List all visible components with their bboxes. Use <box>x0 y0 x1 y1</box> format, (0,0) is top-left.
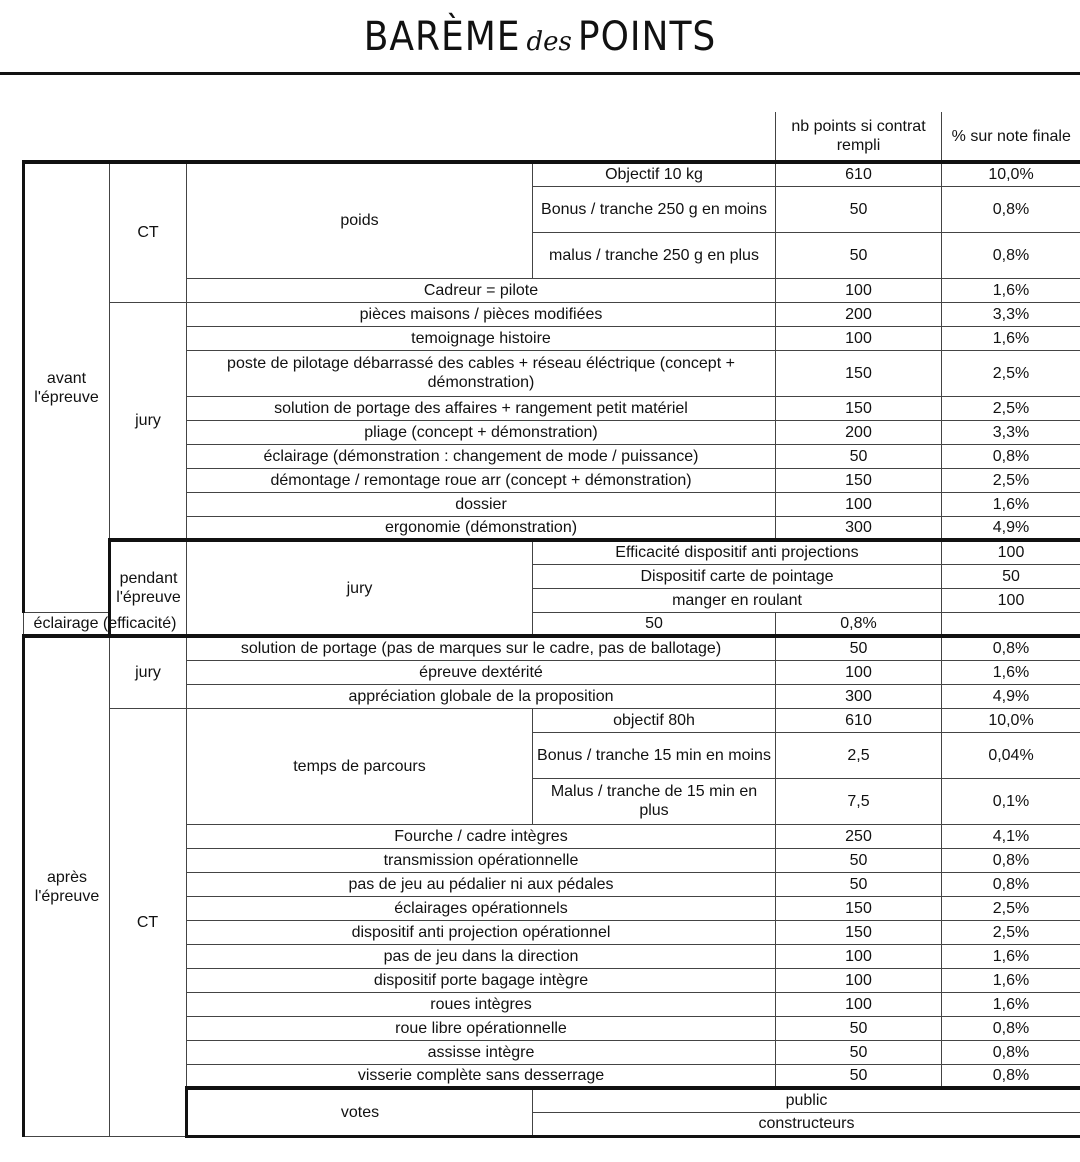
row-percent: 0,8% <box>942 872 1080 896</box>
row-label: temoignage histoire <box>187 326 776 350</box>
row-points: 100 <box>776 968 942 992</box>
points-table <box>22 112 1080 1138</box>
row-label: solution de portage (pas de marques sur le cadre, pas de ballotage) <box>187 636 776 660</box>
section-pendant: pendant l'épreuve <box>110 540 187 636</box>
row-percent: 3,3% <box>942 420 1080 444</box>
row-percent: 0,8% <box>942 1064 1080 1088</box>
row-label: dispositif porte bagage intègre <box>187 968 776 992</box>
row-points: 610 <box>776 162 942 186</box>
row-points: 50 <box>776 636 942 660</box>
row-percent: 0,8% <box>776 612 942 636</box>
row-percent: 1,6% <box>942 992 1080 1016</box>
row-points: 100 <box>942 588 1080 612</box>
row-label: objectif 80h <box>533 708 776 732</box>
row-percent: 0,8% <box>942 1040 1080 1064</box>
group-jury: jury <box>110 302 187 540</box>
row-label: roues intègres <box>187 992 776 1016</box>
row-points: 150 <box>776 920 942 944</box>
row-percent: 2,5% <box>942 920 1080 944</box>
title-word-points: POINTS <box>577 14 717 60</box>
row-points: 100 <box>776 492 942 516</box>
row-label: roue libre opérationnelle <box>187 1016 776 1040</box>
table-row <box>24 162 1080 186</box>
row-label: ergonomie (démonstration) <box>187 516 776 540</box>
table-row <box>24 540 1080 564</box>
row-points: 50 <box>776 444 942 468</box>
row-percent: 1,6% <box>942 660 1080 684</box>
row-label: dispositif anti projection opérationnel <box>187 920 776 944</box>
row-points: 100 <box>776 944 942 968</box>
row-label: éclairage (efficacité) <box>24 612 187 636</box>
title-word-des: des <box>526 27 572 57</box>
title-word-bareme: BARÈME <box>363 14 521 60</box>
row-points: 200 <box>776 302 942 326</box>
row-label: Efficacité dispositif anti projections <box>533 540 942 564</box>
table-row <box>24 302 1080 326</box>
row-points: 50 <box>942 564 1080 588</box>
row-label: épreuve dextérité <box>187 660 776 684</box>
row-percent: 1,6% <box>942 944 1080 968</box>
row-label: Fourche / cadre intègres <box>187 824 776 848</box>
row-label: Bonus / tranche 250 g en moins <box>533 186 776 232</box>
row-percent: 4,9% <box>942 684 1080 708</box>
row-percent: 2,5% <box>942 350 1080 396</box>
row-points: 50 <box>776 1040 942 1064</box>
row-points: 100 <box>942 540 1080 564</box>
row-points: 250 <box>776 824 942 848</box>
row-points: 150 <box>776 396 942 420</box>
row-label: manger en roulant <box>533 588 942 612</box>
row-label: pliage (concept + démonstration) <box>187 420 776 444</box>
row-label: Malus / tranche de 15 min en plus <box>533 778 776 824</box>
group-poids: poids <box>187 162 533 278</box>
row-label: solution de portage des affaires + rangement petit matériel <box>187 396 776 420</box>
row-points: 100 <box>776 278 942 302</box>
row-points: 50 <box>776 872 942 896</box>
row-points: 300 <box>776 516 942 540</box>
row-percent: 3,3% <box>942 302 1080 326</box>
row-label: pièces maisons / pièces modifiées <box>187 302 776 326</box>
row-label: Objectif 10 kg <box>533 162 776 186</box>
row-label: visserie complète sans desserrage <box>187 1064 776 1088</box>
table-row <box>24 612 1080 636</box>
header-row <box>24 112 1080 162</box>
row-percent: 0,8% <box>942 232 1080 278</box>
row-percent: 10,0% <box>942 708 1080 732</box>
row-percent: 2,5% <box>942 396 1080 420</box>
section-votes: votes <box>187 1088 533 1136</box>
title-divider <box>0 72 1080 75</box>
row-label: poste de pilotage débarrassé des cables + réseau éléctrique (concept + démonstration) <box>187 350 776 396</box>
row-points: 2,5 <box>776 732 942 778</box>
row-points: 150 <box>776 896 942 920</box>
row-label: Cadreur = pilote <box>187 278 776 302</box>
row-points: 100 <box>776 326 942 350</box>
row-percent: 1,6% <box>942 278 1080 302</box>
group-jury: jury <box>187 540 533 636</box>
row-points: 50 <box>776 1016 942 1040</box>
row-label: appréciation globale de la proposition <box>187 684 776 708</box>
group-ct: CT <box>110 708 187 1136</box>
row-points: 50 <box>776 848 942 872</box>
row-points: 7,5 <box>776 778 942 824</box>
row-label: assisse intègre <box>187 1040 776 1064</box>
row-points: 50 <box>533 612 776 636</box>
section-apres: après l'épreuve <box>24 636 110 1136</box>
row-label: pas de jeu dans la direction <box>187 944 776 968</box>
row-percent: 2,5% <box>942 896 1080 920</box>
row-percent: 1,6% <box>942 968 1080 992</box>
row-percent: 1,6% <box>942 326 1080 350</box>
row-label: Dispositif carte de pointage <box>533 564 942 588</box>
row-points: 150 <box>776 350 942 396</box>
row-points: 300 <box>776 684 942 708</box>
row-label: Bonus / tranche 15 min en moins <box>533 732 776 778</box>
row-label: constructeurs <box>533 1112 1080 1136</box>
table-row <box>24 708 1080 732</box>
row-percent: 0,8% <box>942 186 1080 232</box>
row-percent: 4,1% <box>942 824 1080 848</box>
row-percent: 1,6% <box>942 492 1080 516</box>
row-percent: 0,8% <box>942 444 1080 468</box>
group-temps: temps de parcours <box>187 708 533 824</box>
row-points: 50 <box>776 1064 942 1088</box>
row-label: pas de jeu au pédalier ni aux pédales <box>187 872 776 896</box>
section-avant: avant l'épreuve <box>24 162 110 612</box>
row-percent: 0,8% <box>942 636 1080 660</box>
group-jury: jury <box>110 636 187 708</box>
row-percent: 2,5% <box>942 468 1080 492</box>
header-points: nb points si contrat rempli <box>776 112 942 162</box>
row-percent: 10,0% <box>942 162 1080 186</box>
row-label: éclairages opérationnels <box>187 896 776 920</box>
row-label: public <box>533 1088 1080 1112</box>
row-points: 100 <box>776 660 942 684</box>
row-percent: 0,8% <box>942 848 1080 872</box>
row-percent: 0,04% <box>942 732 1080 778</box>
table-row <box>24 636 1080 660</box>
row-points: 100 <box>776 992 942 1016</box>
row-points: 150 <box>776 468 942 492</box>
row-label: démontage / remontage roue arr (concept + démonstration) <box>187 468 776 492</box>
row-percent: 0,8% <box>942 1016 1080 1040</box>
row-points: 50 <box>776 186 942 232</box>
row-percent: 4,9% <box>942 516 1080 540</box>
group-ct: CT <box>110 162 187 302</box>
header-percent: % sur note finale <box>942 112 1080 162</box>
row-label: malus / tranche 250 g en plus <box>533 232 776 278</box>
row-points: 610 <box>776 708 942 732</box>
row-percent: 0,1% <box>942 778 1080 824</box>
row-label: dossier <box>187 492 776 516</box>
row-label: transmission opérationnelle <box>187 848 776 872</box>
row-label: éclairage (démonstration : changement de mode / puissance) <box>187 444 776 468</box>
row-points: 50 <box>776 232 942 278</box>
row-points: 200 <box>776 420 942 444</box>
page-title <box>0 8 1080 66</box>
